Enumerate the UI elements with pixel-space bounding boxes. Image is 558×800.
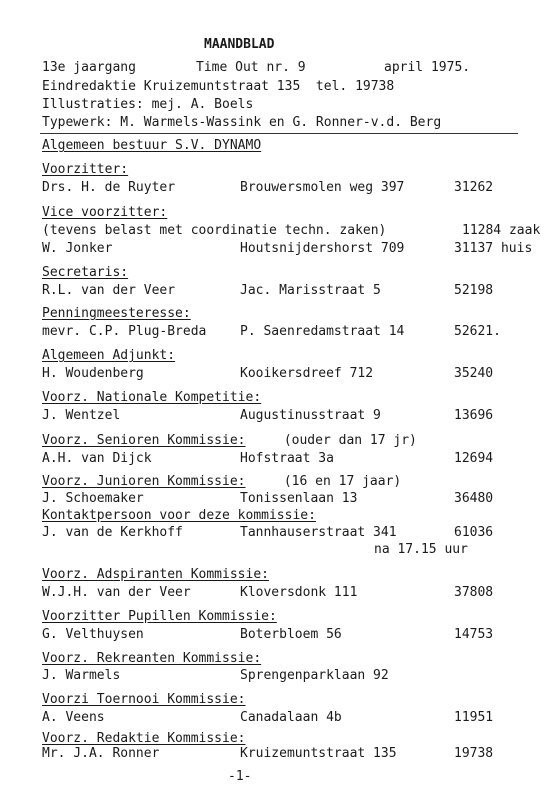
member-name: R.L. van der Veer — [42, 283, 176, 298]
member-name: J. Warmels — [42, 668, 121, 683]
role-note: (16 en 17 jaar) — [276, 474, 402, 489]
issue-label: Time Out nr. 9 — [196, 60, 306, 75]
role-label: Algemeen Adjunkt: — [42, 348, 176, 363]
member-address: Tannhauserstraat 341 — [240, 525, 397, 540]
member-phone: 13696 — [454, 408, 494, 423]
role-label: Voorz. Senioren Kommissie: — [42, 433, 246, 448]
member-address: Sprengenparklaan 92 — [240, 668, 389, 683]
role-label: Voorz. Adspiranten Kommissie: — [42, 567, 269, 582]
member-name: J. Schoemaker — [42, 491, 144, 506]
role-label: Voorz. Redaktie Kommissie: — [42, 731, 246, 746]
member-name: Mr. J.A. Ronner — [42, 746, 160, 761]
role-label: Voorz. Rekreanten Kommissie: — [42, 651, 262, 666]
member-name: Drs. H. de Ruyter — [42, 180, 176, 195]
member-name: G. Velthuysen — [42, 627, 144, 642]
member-address: Houtsnijdershorst 709 — [240, 241, 405, 256]
typework-line: Typewerk: M. Warmels-Wassink en G. Ronner-v.d. Berg — [42, 115, 442, 130]
availability-note: na 17.15 uur — [374, 542, 468, 557]
member-phone: 35240 — [454, 366, 494, 381]
member-phone: 12694 — [454, 451, 494, 466]
role-note: (tevens belast met coordinatie techn. zaken) — [42, 223, 387, 238]
member-address: Brouwersmolen weg 397 — [240, 180, 405, 195]
member-phone: 14753 — [454, 627, 494, 642]
member-address: Hofstraat 3a — [240, 451, 334, 466]
role-note: (ouder dan 17 jr) — [276, 433, 417, 448]
member-phone: 31137 huis — [454, 241, 533, 256]
role-label: Voorz. Nationale Kompetitie: — [42, 390, 262, 405]
role-label: Voorzitter: — [42, 162, 129, 177]
member-name: J. van de Kerkhoff — [42, 525, 183, 540]
role-label: Voorz. Junioren Kommissie: — [42, 474, 246, 489]
page-title: MAANDBLAD — [204, 37, 275, 52]
member-address: Kruizemuntstraat 135 — [240, 746, 397, 761]
role-label: Kontaktpersoon voor deze kommissie: — [42, 508, 316, 523]
member-address: Tonissenlaan 13 — [240, 491, 358, 506]
role-label: Penningmeesteresse: — [42, 306, 191, 321]
role-label: Voorzi Toernooi Kommissie: — [42, 692, 246, 707]
member-address: Canadalaan 4b — [240, 710, 342, 725]
role-label: Secretaris: — [42, 265, 129, 280]
member-phone: 11951 — [454, 710, 494, 725]
member-name: A.H. van Dijck — [42, 451, 152, 466]
member-phone: 37808 — [454, 585, 494, 600]
member-phone: 36480 — [454, 491, 494, 506]
volume-label: 13e jaargang — [42, 60, 136, 75]
member-address: Kloversdonk 111 — [240, 585, 358, 600]
role-label: Voorzitter Pupillen Kommissie: — [42, 609, 277, 624]
role-label: Vice voorzitter: — [42, 205, 168, 220]
member-name: mevr. C.P. Plug-Breda — [42, 324, 207, 339]
member-phone: 11284 zaak — [462, 223, 541, 238]
member-name: H. Woudenberg — [42, 366, 144, 381]
divider — [40, 133, 518, 134]
member-name: A. Veens — [42, 710, 105, 725]
issue-date: april 1975. — [384, 60, 471, 75]
member-phone: 52621. — [454, 324, 501, 339]
member-address: Kooikersdreef 712 — [240, 366, 374, 381]
member-address: Jac. Marisstraat 5 — [240, 283, 381, 298]
member-phone: 31262 — [454, 180, 494, 195]
member-phone: 19738 — [454, 746, 494, 761]
illustrations-line: Illustraties: mej. A. Boels — [42, 97, 254, 112]
member-phone: 52198 — [454, 283, 494, 298]
page-number: -1- — [228, 769, 252, 784]
board-heading: Algemeen bestuur S.V. DYNAMO — [42, 138, 262, 153]
member-name: W.J.H. van der Veer — [42, 585, 191, 600]
member-address: Boterbloem 56 — [240, 627, 342, 642]
member-name: J. Wentzel — [42, 408, 121, 423]
member-name: W. Jonker — [42, 241, 113, 256]
member-phone: 61036 — [454, 525, 494, 540]
editor-line: Eindredaktie Kruizemuntstraat 135 tel. 19738 — [42, 79, 395, 94]
member-address: P. Saenredamstraat 14 — [240, 324, 405, 339]
member-address: Augustinusstraat 9 — [240, 408, 381, 423]
